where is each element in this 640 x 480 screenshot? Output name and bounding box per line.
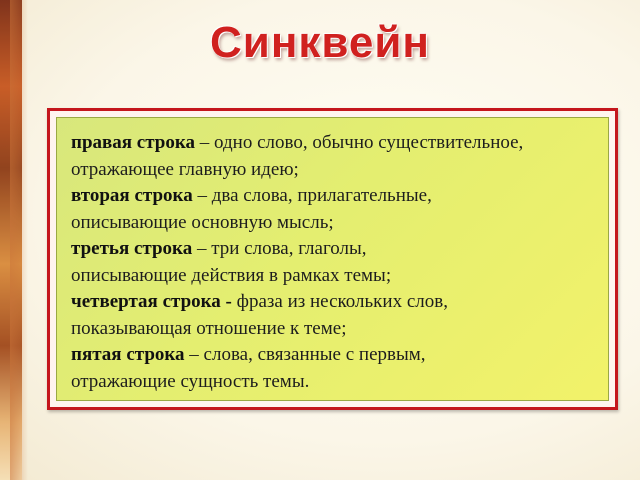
- rule-5-description: – слова, связанные с первым,: [184, 344, 426, 365]
- rule-2-line: [71, 183, 602, 210]
- rule-2-description: – два слова, прилагательные,: [192, 185, 432, 206]
- rule-1-term: правая строка: [71, 132, 196, 153]
- rule-2-continuation: описывающие основную мысль;: [71, 211, 334, 233]
- rules-panel: [56, 117, 609, 401]
- rule-3-line: [71, 236, 602, 263]
- rule-4-term: четвертая строка -: [71, 291, 232, 312]
- rule-4-continuation: показывающая отношение к теме;: [71, 317, 347, 339]
- rule-1-continuation: отражающее главную идею;: [71, 158, 299, 180]
- rule-3-continuation: описывающие действия в рамках темы;: [71, 264, 392, 286]
- rules-text: [71, 130, 602, 395]
- rule-2-term: вторая строка: [71, 185, 193, 206]
- rule-5-term: пятая строка: [71, 344, 185, 365]
- decorative-side-image: [0, 0, 22, 480]
- rule-5-continuation: отражающие сущность темы.: [71, 370, 310, 392]
- rule-3-term: третья строка: [71, 238, 193, 259]
- rules-frame: [47, 108, 618, 410]
- rule-4-line: [71, 289, 602, 316]
- rule-1-line: [71, 130, 602, 157]
- rule-1-description: – одно слово, обычно существительное,: [195, 132, 524, 153]
- rule-5-line: [71, 342, 602, 369]
- rule-3-description: – три слова, глаголы,: [192, 238, 367, 259]
- rule-4-description: фраза из нескольких слов,: [231, 291, 448, 312]
- slide-title: Синквейн: [210, 18, 430, 67]
